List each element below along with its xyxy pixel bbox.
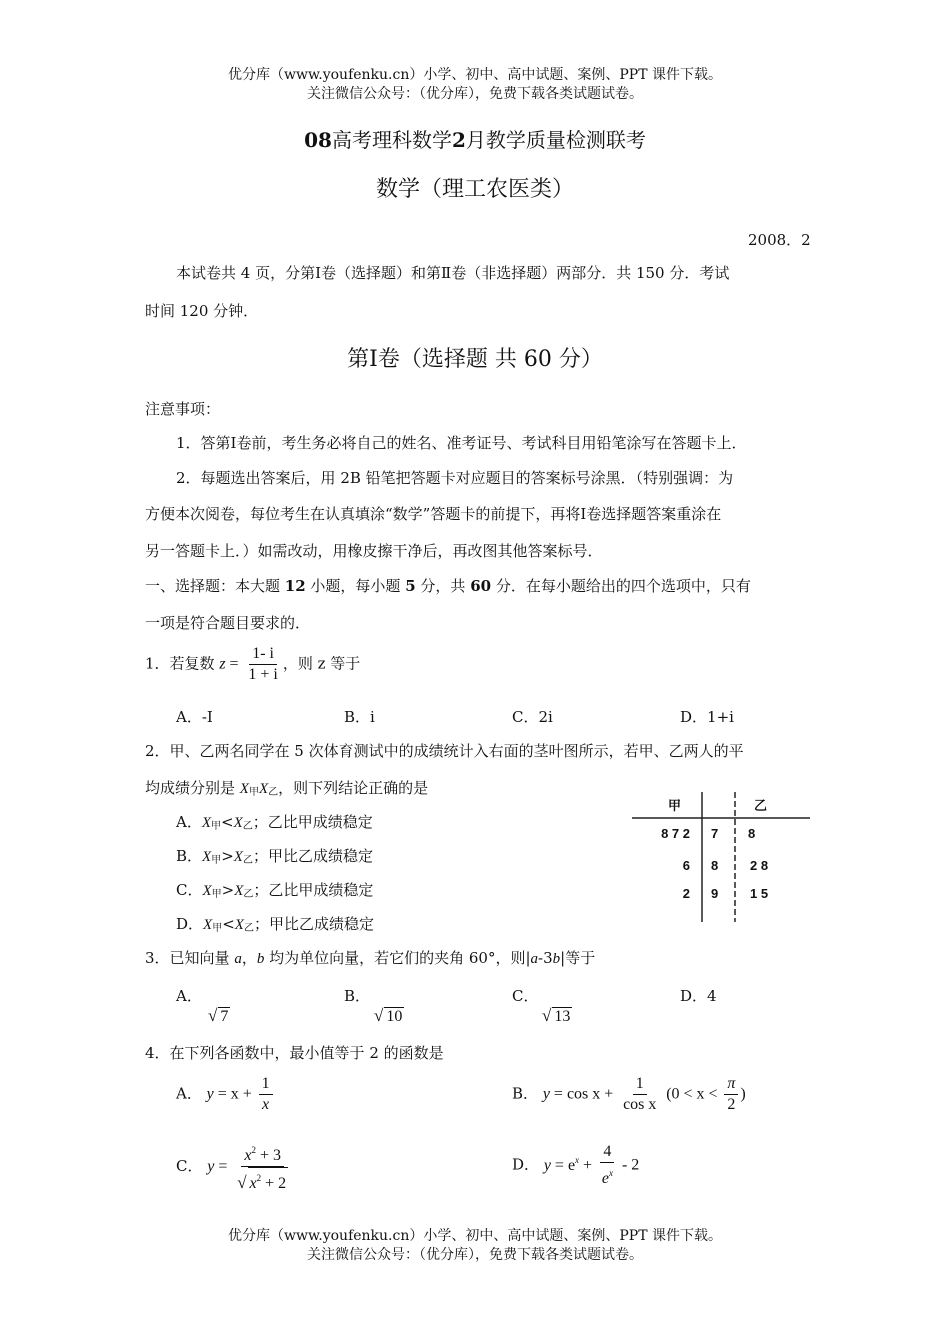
leaf-left-row-2: 6 xyxy=(682,858,690,873)
exam-title: 08高考理科数学2月教学质量检测联考 xyxy=(304,128,646,152)
q4-option-a: A． y = x + $\frac{1}{x}$ xyxy=(176,1074,275,1115)
fraction: $\frac{1- i}{1 + i}$ xyxy=(248,645,278,683)
q4-option-c: C． y = $\frac{x^2 + 3}{√ x^2 + 2}$ xyxy=(176,1140,293,1194)
leaf-right-row-2: 2 8 xyxy=(750,858,769,873)
q3-option-c: C． √ 13 xyxy=(512,987,571,1025)
part1-instruction-line1: 一、选择题：本大题 12 小题，每小题 5 分，共 60 分．在每小题给出的四个选项中，只有 xyxy=(145,577,751,595)
leaf-left-row-1: 8 7 2 xyxy=(661,826,690,841)
q2-option-b: B．$X_甲>X_乙$；甲比乙成绩稳定 xyxy=(176,847,373,866)
note-2-line3: 另一答题卡上．）如需改动，用橡皮擦干净后，再改图其他答案标号． xyxy=(145,542,603,560)
site-header-line2: 关注微信公众号：（优分库），免费下载各类试题试卷。 xyxy=(307,86,643,102)
question-2-stem-line1: 2．甲、乙两名同学在 5 次体育测试中的成绩统计入右面的茎叶图所示，若甲、乙两人的平 xyxy=(145,742,744,760)
stem-row-1: 7 xyxy=(711,826,719,841)
exam-date: 2008．2 xyxy=(748,231,811,249)
site-footer-line1: 优分库（www.youfenku.cn）小学、初中、高中试题、案例、PPT 课件下载。 xyxy=(227,1228,722,1244)
section-title: 第Ⅰ卷（选择题 共 60 分） xyxy=(347,347,603,372)
q1-option-a: A．-I xyxy=(176,708,213,726)
stem-leaf-header-yi: 乙 xyxy=(754,798,768,813)
q4-option-b: B． y = cos x + $\frac{1}{\text{cos x}}$ (0 < x < $\frac{\pi}{2}$ ) xyxy=(512,1075,746,1113)
stem-leaf-grid xyxy=(632,790,812,925)
q1-option-d: D．1+i xyxy=(680,708,734,726)
notes-heading: 注意事项： xyxy=(145,400,221,418)
q1-option-b: B．i xyxy=(344,708,375,726)
question-1-stem: 1．若复数 z = $\frac{1- i}{1 + i}$ ，则 z 等于 xyxy=(145,645,361,683)
note-2-line1: 2．每题选出答案后，用 2B 铅笔把答题卡对应题目的答案标号涂黑．（特别强调：为 xyxy=(176,469,734,487)
intro-line1: 本试卷共 4 页，分第Ⅰ卷（选择题）和第Ⅱ卷（非选择题）两部分．共 150 分．考试 xyxy=(176,264,730,282)
question-4-stem: 4．在下列各函数中，最小值等于 2 的函数是 xyxy=(145,1044,444,1062)
q2-option-a: A．$X_甲<X_乙$；乙比甲成绩稳定 xyxy=(176,813,373,832)
question-3-stem: 3．已知向量 a，b 均为单位向量，若它们的夹角 60°，则|a-3b|等于 xyxy=(145,949,596,967)
site-footer-line2: 关注微信公众号：（优分库），免费下载各类试题试卷。 xyxy=(307,1247,643,1263)
leaf-right-row-3: 1 5 xyxy=(750,886,769,901)
site-header-line1: 优分库（www.youfenku.cn）小学、初中、高中试题、案例、PPT 课件下载。 xyxy=(227,67,722,83)
leaf-right-row-1: 8 xyxy=(748,826,756,841)
q2-option-c: C．$X_甲>X_乙$；乙比甲成绩稳定 xyxy=(176,881,374,900)
stem-row-3: 9 xyxy=(711,886,719,901)
note-2-line2: 方便本次阅卷，每位考生在认真填涂“数学”答题卡的前提下，再将Ⅰ卷选择题答案重涂在 xyxy=(145,505,722,523)
q1-option-c: C．2i xyxy=(512,708,553,726)
intro-line2: 时间 120 分钟． xyxy=(145,302,259,320)
q3-option-d: D．4 xyxy=(680,987,717,1005)
stem-row-2: 8 xyxy=(711,858,719,873)
stem-leaf-plot xyxy=(632,790,812,925)
note-1: 1．答第Ⅰ卷前，考生务必将自己的姓名、准考证号、考试科目用铅笔涂写在答题卡上． xyxy=(176,434,747,452)
q3-option-b: B． √ 10 xyxy=(344,987,403,1025)
leaf-left-row-3: 2 xyxy=(682,886,690,901)
q2-option-d: D．$X_甲<X_乙$；甲比乙成绩稳定 xyxy=(176,915,374,934)
q4-option-d: D． $y = e^x$ + $\frac{4}{e^x}$ - 2 xyxy=(512,1143,640,1187)
stem-leaf-header-jia: 甲 xyxy=(668,798,682,813)
question-2-stem-line2: 均成绩分别是 $X_甲X_乙$，则下列结论正确的是 xyxy=(145,779,429,798)
part1-instruction-line2: 一项是符合题目要求的． xyxy=(145,614,311,632)
q3-option-a: A． √ 7 xyxy=(176,987,229,1025)
exam-subtitle: 数学（理工农医类） xyxy=(375,177,574,202)
